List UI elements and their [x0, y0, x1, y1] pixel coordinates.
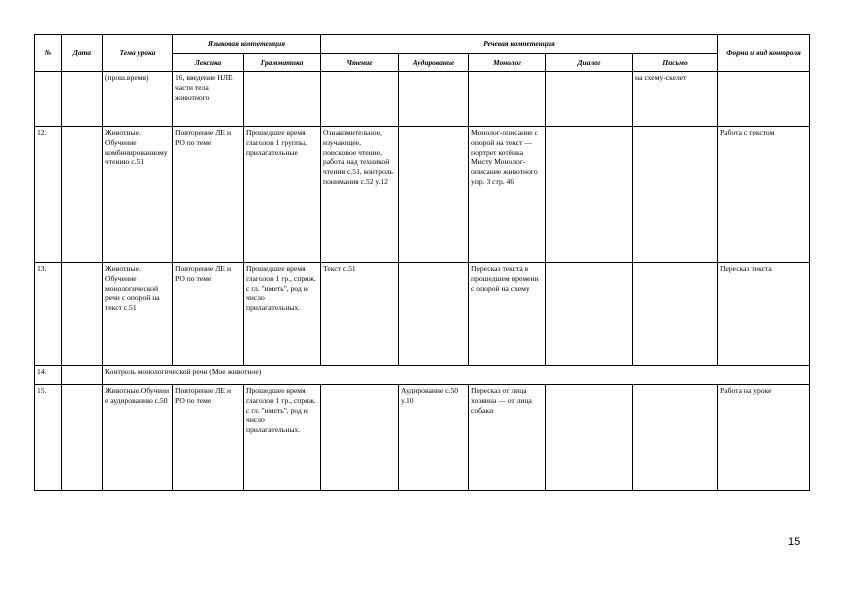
- cell-topic: Животные. Обучение монологической речи с опорой на текст с.51: [103, 263, 173, 366]
- cell-form: Работа с текстом: [718, 127, 810, 263]
- header-monologue: Монолог: [469, 54, 546, 72]
- cell-form: [718, 72, 810, 127]
- header-row-1: [35, 35, 810, 54]
- cell-dialogue: [546, 263, 633, 366]
- table-row: [35, 263, 810, 366]
- header-control-form: Форма и вид контроля: [718, 35, 810, 72]
- header-date: Дата: [62, 35, 103, 72]
- cell-num: 14.: [35, 366, 62, 385]
- cell-reading: [321, 72, 399, 127]
- cell-reading: [321, 385, 399, 491]
- cell-control-lesson: Контроль монологической речи (Мое животное): [103, 366, 810, 385]
- table-row: [35, 385, 810, 491]
- cell-reading: Текст с.51: [321, 263, 399, 366]
- cell-listening: [399, 263, 469, 366]
- cell-monologue: Пересказ от лица хозяина — от лица собаки: [469, 385, 546, 491]
- cell-listening: Аудирование с.50 у.10: [399, 385, 469, 491]
- cell-date: [62, 72, 103, 127]
- header-topic: Тема урока: [103, 35, 173, 72]
- cell-grammar: Прошедшее время глаголов 1 гр., спряж. с гл. "иметь", род и число прилагательных.: [244, 385, 321, 491]
- header-num: №: [35, 35, 62, 72]
- cell-date: [62, 385, 103, 491]
- cell-grammar: Прошедшее время глаголов 1 группы, прилагательные: [244, 127, 321, 263]
- cell-monologue: Пересказ текста в прошедшем времени с опорой на схему: [469, 263, 546, 366]
- cell-writing: на схему-скелет: [633, 72, 718, 127]
- cell-writing: [633, 385, 718, 491]
- cell-num: 13.: [35, 263, 62, 366]
- cell-lexis: Повторение ЛЕ и РО по теме: [173, 127, 244, 263]
- page-number: 15: [788, 536, 801, 548]
- lesson-plan-table: [34, 34, 810, 491]
- cell-date: [62, 127, 103, 263]
- cell-writing: [633, 127, 718, 263]
- cell-num: 12.: [35, 127, 62, 263]
- header-lexis: Лексика: [173, 54, 244, 72]
- cell-num: 15.: [35, 385, 62, 491]
- cell-lexis: Повторение ЛЕ и РО по теме: [173, 385, 244, 491]
- cell-topic: (прош.время): [103, 72, 173, 127]
- cell-monologue: [469, 72, 546, 127]
- cell-listening: [399, 72, 469, 127]
- cell-form: Пересказ текста: [718, 263, 810, 366]
- table-row: [35, 127, 810, 263]
- header-dialogue: Диалог: [546, 54, 633, 72]
- header-listening: Аудирование: [399, 54, 469, 72]
- cell-listening: [399, 127, 469, 263]
- header-reading: Чтение: [321, 54, 399, 72]
- header-language-competence: Языковая компетенция: [173, 35, 321, 54]
- cell-dialogue: [546, 385, 633, 491]
- cell-dialogue: [546, 127, 633, 263]
- cell-monologue: Монолог-описание с опорой на текст — портрет котёнка Мисту Монолог-описание животного упр. 3 стр. 46: [469, 127, 546, 263]
- cell-reading: Ознакомительное, изучающее, поисковое чтение, работа над техникой чтения с.51, контроль понимания с.52 у.12: [321, 127, 399, 263]
- cell-num: [35, 72, 62, 127]
- cell-writing: [633, 263, 718, 366]
- table-row: [35, 72, 810, 127]
- cell-lexis: Повторение ЛЕ и РО по теме: [173, 263, 244, 366]
- header-grammar: Грамматика: [244, 54, 321, 72]
- header-speech-competence: Речевая компетенция: [321, 35, 718, 54]
- cell-dialogue: [546, 72, 633, 127]
- cell-topic: Животные.Обучение аудированию с.50: [103, 385, 173, 491]
- table-row: [35, 366, 810, 385]
- cell-grammar: Прошедшее время глаголов 1 гр., спряж. с гл. "иметь", род и число прилагательных.: [244, 263, 321, 366]
- cell-form: Работа на уроке: [718, 385, 810, 491]
- cell-topic: Животные. Обучение комбинированному чтению с.51: [103, 127, 173, 263]
- cell-grammar: [244, 72, 321, 127]
- cell-date: [62, 366, 103, 385]
- cell-lexis: 16, введение НЛЕ части тела животного: [173, 72, 244, 127]
- cell-date: [62, 263, 103, 366]
- header-writing: Письмо: [633, 54, 718, 72]
